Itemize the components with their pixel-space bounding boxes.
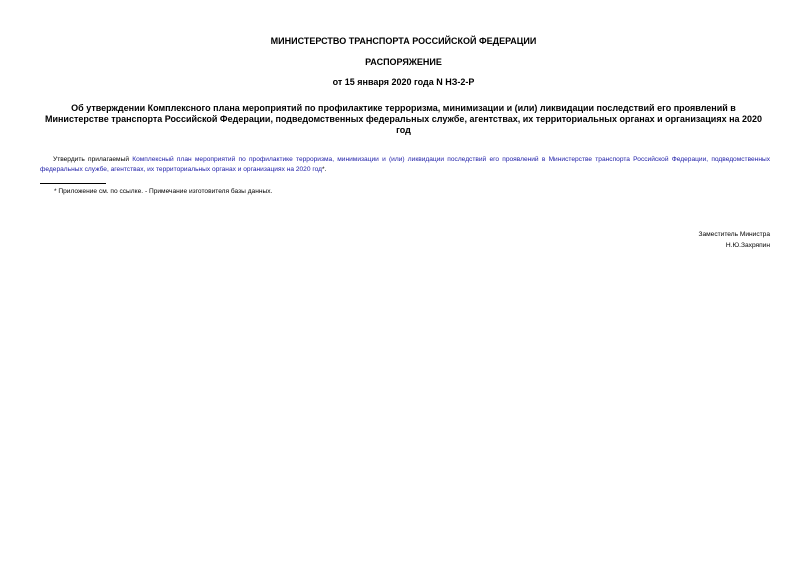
footnote-divider bbox=[40, 183, 106, 184]
plan-link[interactable]: Комплексный план мероприятий по профилактике терроризма, минимизации и (или) ликвидации последствий его проявлений в Министерстве транспорта Российской Федерации, подведомственных федеральных службе, агентствах, их территориальных органах и организациях на 2020 год bbox=[40, 156, 770, 173]
signatory-position: Заместитель Министра bbox=[698, 231, 770, 238]
signatory-name: Н.Ю.Захряпин bbox=[725, 242, 770, 249]
document-date-number: от 15 января 2020 года N НЗ-2-Р bbox=[332, 77, 475, 87]
document-type: РАСПОРЯЖЕНИЕ bbox=[365, 57, 442, 67]
ministry-heading: МИНИСТЕРСТВО ТРАНСПОРТА РОССИЙСКОЙ ФЕДЕРАЦИИ bbox=[270, 36, 537, 46]
order-lead-text: Утвердить прилагаемый bbox=[53, 156, 133, 163]
order-tail-text: *. bbox=[321, 166, 327, 173]
order-paragraph bbox=[40, 155, 770, 175]
document-title: Об утверждении Комплексного плана мероприятий по профилактике терроризма, минимизации и (или) ликвидации последствий его проявлений в Министерстве транспорта Российской Федерации, подведомственных федеральных службе, агентствах, их территориальных органах и организациях на 2020 год bbox=[44, 103, 763, 135]
footnote: * Приложение см. по ссылке. - Примечание изготовителя базы данных. bbox=[54, 188, 273, 195]
signature-block bbox=[698, 229, 770, 251]
